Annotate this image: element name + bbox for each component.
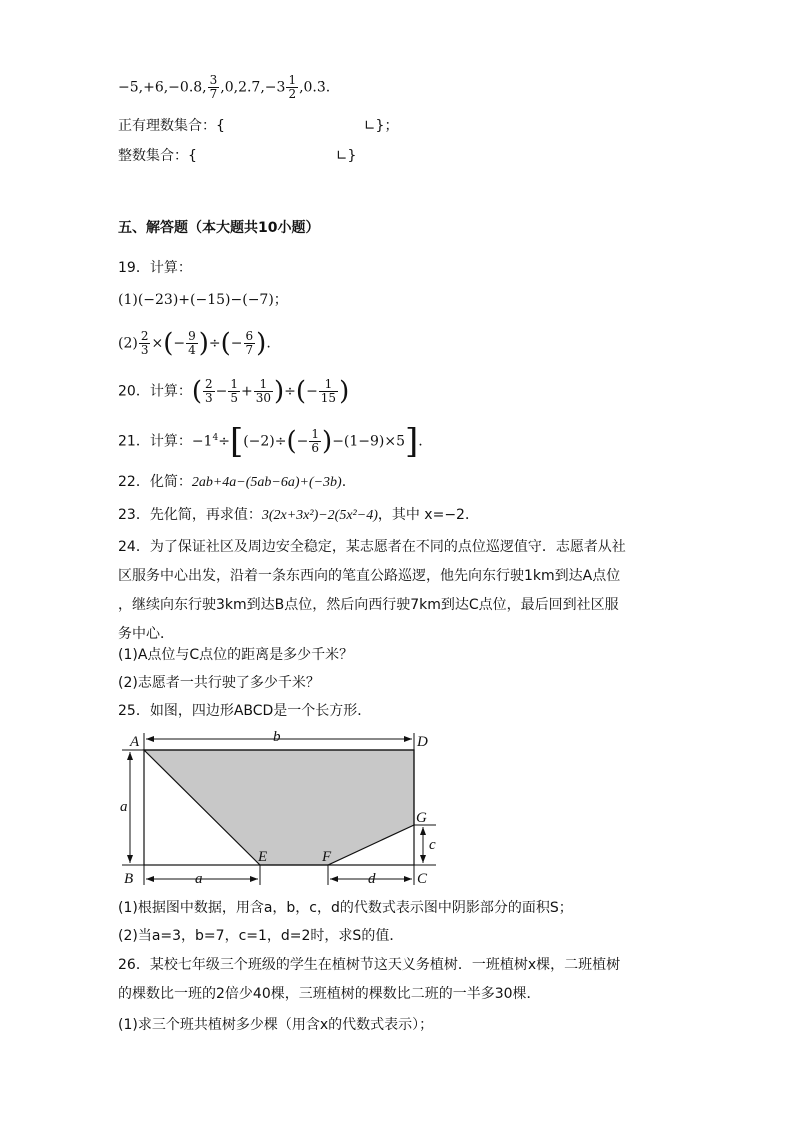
label-a-left: a — [120, 799, 128, 815]
q24-line-4: 务中心． — [118, 626, 174, 642]
q26-line-1: 26．某校七年级三个班级的学生在植树节这天义务植树．一班植树x棵，二班植树 — [118, 957, 621, 973]
label-b: b — [273, 729, 281, 745]
positive-rational-end: ∟}； — [363, 118, 399, 134]
label-B: B — [124, 871, 134, 887]
q20-line: 20．计算：( $\frac{2}{3}$ − $\frac{1}{5}$ + $\frac{1}{30}$ )÷(− $\frac{1}{15}$ ) — [118, 376, 350, 407]
q26-part1: (1)求三个班共植树多少棵（用含x的代数式表示）； — [118, 1017, 434, 1033]
label-E: E — [258, 849, 268, 865]
label-F: F — [322, 849, 332, 865]
label-d: d — [368, 871, 376, 887]
fraction-3-7: $\frac{3}{7}$ — [209, 73, 218, 101]
number-list: −5,+6,−0.8, $\frac{3}{7}$ ,0,2.7,−3 $\frac{1}{2}$ ,0.3̇. — [118, 73, 331, 101]
q21-line: 21．计算：$-1^4\div[(-2)\div(-$ $\frac{1}{6}$ )−(1−9)×5]. — [118, 421, 423, 462]
q25-part2: (2)当a=3，b=7，c=1，d=2时，求S的值． — [118, 928, 404, 944]
section-heading: 五、解答题（本大题共10小题） — [118, 220, 320, 236]
integer-set-line — [118, 146, 356, 166]
q24-part2: (2)志愿者一共行驶了多少千米？ — [118, 675, 320, 691]
q24-part1: (1)A点位与C点位的距离是多少千米？ — [118, 647, 354, 663]
label-a-bottom: a — [195, 871, 203, 887]
q26-line-2: 的棵数比一班的2倍少40棵，三班植树的棵数比二班的一半多30棵． — [118, 986, 541, 1002]
q24-line-1: 24．为了保证社区及周边安全稳定，某志愿者在不同的点位巡逻值守．志愿者从社 — [118, 539, 626, 555]
positive-rational-set-line — [118, 116, 398, 136]
integer-set-label: 整数集合：{ — [118, 148, 197, 164]
q25-title: 25．如图，四边形ABCD是一个长方形． — [118, 703, 372, 719]
label-G: G — [416, 810, 427, 826]
q24-line-2: 区服务中心出发，沿着一条东西向的笔直公路巡逻，他先向东行驶1km到达A点位 — [118, 568, 621, 584]
q23-line: 23．先化简，再求值：3(2x+3x²)−2(5x²−4)，其中 x=−2． — [118, 507, 479, 523]
q22-line: 22．化简：2ab+4a−(5ab−6a)+(−3b). — [118, 474, 347, 490]
q19-part2: (2) $\frac{2}{3}$ ×(− $\frac{9}{4}$ )÷(− $\frac{6}{7}$ ). — [118, 328, 271, 359]
q19-title: 19．计算： — [118, 260, 192, 276]
q24-line-3: ，继续向东行驶3km到达B点位，然后向西行驶7km到达C点位，最后回到社区服 — [118, 597, 619, 613]
q25-part1: (1)根据图中数据，用含a，b，c，d的代数式表示图中阴影部分的面积S； — [118, 900, 573, 916]
label-D: D — [417, 734, 428, 750]
label-C: C — [417, 871, 428, 887]
shaded-region — [144, 750, 414, 865]
rectangle-figure — [110, 725, 440, 895]
integer-set-end: ∟} — [335, 148, 357, 164]
label-A: A — [130, 734, 140, 750]
positive-rational-label: 正有理数集合：{ — [118, 118, 225, 134]
label-c: c — [429, 837, 436, 853]
fraction-1-2: $\frac{1}{2}$ — [288, 73, 297, 101]
q19-part1: (1)(−23)+(−15)−(−7)； — [118, 292, 288, 308]
